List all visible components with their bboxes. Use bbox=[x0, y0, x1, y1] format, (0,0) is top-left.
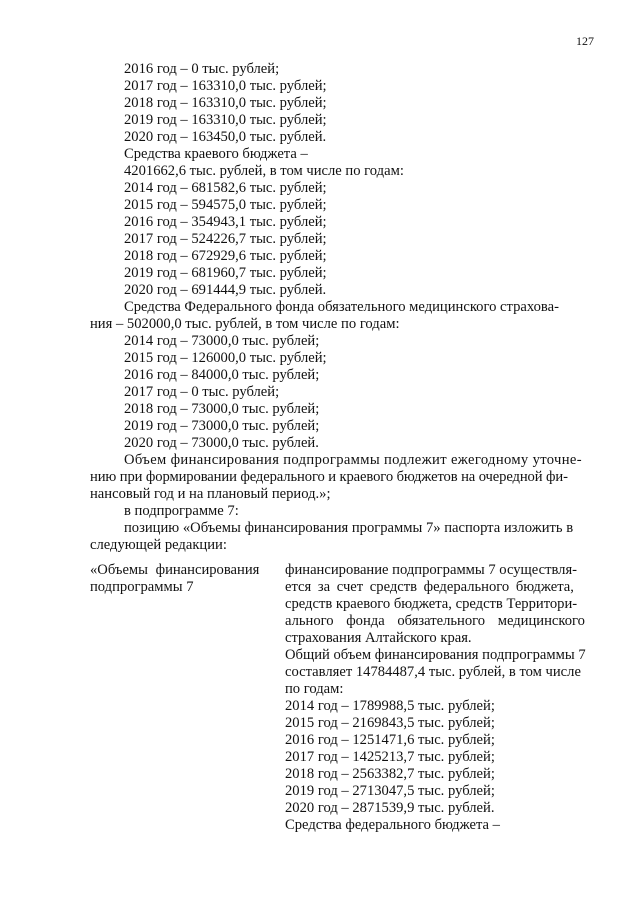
text-line: ния – 502000,0 тыс. рублей, в том числе по годам: bbox=[90, 316, 400, 332]
text-line: 2015 год – 594575,0 тыс. рублей; bbox=[124, 197, 327, 213]
text-line: 2018 год – 73000,0 тыс. рублей; bbox=[124, 401, 320, 417]
text-line: 2019 год – 73000,0 тыс. рублей; bbox=[124, 418, 320, 434]
text-line: 2019 год – 163310,0 тыс. рублей; bbox=[124, 112, 327, 128]
text-content bbox=[124, 299, 559, 316]
table-right-line: составляет 14784487,4 тыс. рублей, в том числе bbox=[285, 664, 581, 680]
text-line: 2014 год – 73000,0 тыс. рублей; bbox=[124, 333, 320, 349]
table-right-line: 2014 год – 1789988,5 тыс. рублей; bbox=[285, 698, 495, 714]
text-line: Объем финансирования подпрограммы подлежит ежегодному уточне- bbox=[124, 452, 582, 468]
table-right-line: ального фонда обязательного медицинского bbox=[285, 613, 585, 629]
table-right-line: страхования Алтайского края. bbox=[285, 630, 472, 646]
table-right-line: Средства федерального бюджета – bbox=[285, 817, 500, 833]
text-line: 2016 год – 354943,1 тыс. рублей; bbox=[124, 214, 327, 230]
text-line: 2019 год – 681960,7 тыс. рублей; bbox=[124, 265, 327, 281]
text-line: 2018 год – 672929,6 тыс. рублей; bbox=[124, 248, 327, 264]
table-right-line: средств краевого бюджета, средств Территори- bbox=[285, 596, 578, 612]
text-line: нансовый год и на плановый период.»; bbox=[90, 486, 331, 502]
table-right-line: ется за счет средств федерального бюджета, bbox=[285, 579, 574, 595]
table-left-line: «Объемы финансирования bbox=[90, 562, 260, 578]
text-line: 2020 год – 73000,0 тыс. рублей. bbox=[124, 435, 319, 451]
table-right-line: финансирование подпрограммы 7 осуществля- bbox=[285, 562, 578, 578]
table-right-line: 2019 год – 2713047,5 тыс. рублей; bbox=[285, 783, 495, 799]
text-line: в подпрограмме 7: bbox=[124, 503, 239, 519]
text-line: 2014 год – 681582,6 тыс. рублей; bbox=[124, 180, 327, 196]
text-line: Средства краевого бюджета – bbox=[124, 146, 308, 162]
text-line: 2016 год – 0 тыс. рублей; bbox=[124, 61, 280, 77]
text-line: 2017 год – 524226,7 тыс. рублей; bbox=[124, 231, 327, 247]
table-right-line: 2020 год – 2871539,9 тыс. рублей. bbox=[285, 800, 495, 816]
text-line: 2020 год – 691444,9 тыс. рублей. bbox=[124, 282, 327, 298]
text-line-justified bbox=[124, 299, 601, 316]
text-line: 2016 год – 84000,0 тыс. рублей; bbox=[124, 367, 320, 383]
text-line: 4201662,6 тыс. рублей, в том числе по годам: bbox=[124, 163, 404, 179]
line-text: Средства Федерального фонда обязательного медицинского страхова- bbox=[124, 299, 559, 315]
table-left-line: подпрограммы 7 bbox=[90, 579, 194, 595]
text-line: 2017 год – 163310,0 тыс. рублей; bbox=[124, 78, 327, 94]
table-right-line: 2017 год – 1425213,7 тыс. рублей; bbox=[285, 749, 495, 765]
table-right-line: по годам: bbox=[285, 681, 344, 697]
text-line: 2020 год – 163450,0 тыс. рублей. bbox=[124, 129, 327, 145]
table-right-line: Общий объем финансирования подпрограммы 7 bbox=[285, 647, 586, 663]
text-line: 2018 год – 163310,0 тыс. рублей; bbox=[124, 95, 327, 111]
text-line: 2015 год – 126000,0 тыс. рублей; bbox=[124, 350, 327, 366]
text-line: нию при формировании федерального и краевого бюджетов на очередной фи- bbox=[90, 469, 568, 485]
table-right-line: 2018 год – 2563382,7 тыс. рублей; bbox=[285, 766, 495, 782]
text-line: следующей редакции: bbox=[90, 537, 227, 553]
text-line: позицию «Объемы финансирования программы 7» паспорта изложить в bbox=[124, 520, 574, 536]
table-right-line: 2016 год – 1251471,6 тыс. рублей; bbox=[285, 732, 495, 748]
page-number: 127 bbox=[576, 34, 594, 48]
text-line: 2017 год – 0 тыс. рублей; bbox=[124, 384, 280, 400]
table-right-line: 2015 год – 2169843,5 тыс. рублей; bbox=[285, 715, 495, 731]
